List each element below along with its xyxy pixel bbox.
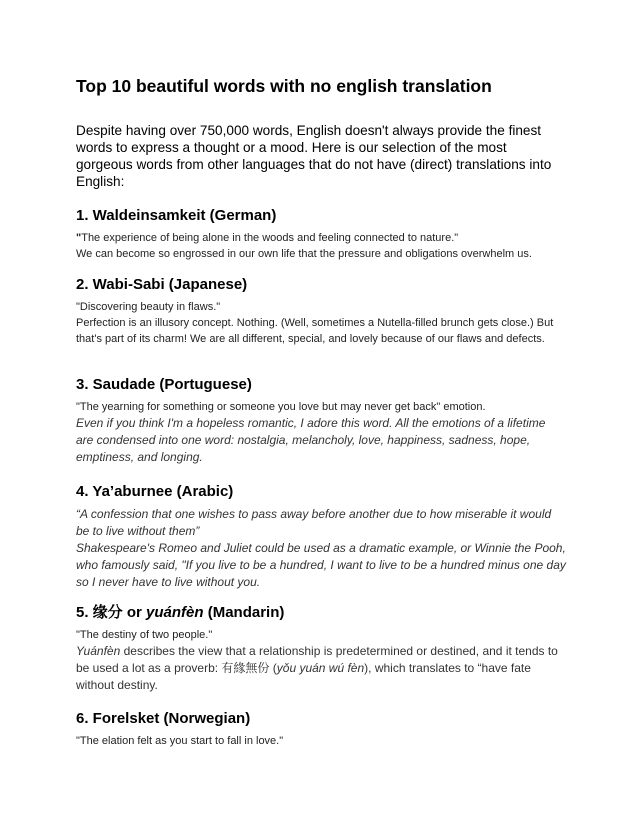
page-title: Top 10 beautiful words with no english translation (76, 76, 492, 96)
section-heading: 3. Saudade (Portuguese) (76, 376, 252, 393)
heading-suffix: (Mandarin) (203, 604, 285, 621)
quote-text: The experience of being alone in the woods and feeling connected to nature." (81, 232, 459, 244)
section-heading: 6. Forelsket (Norwegian) (76, 710, 251, 727)
section-heading: 2. Wabi-Sabi (Japanese) (76, 276, 248, 293)
section-quote: "The destiny of two people." (76, 629, 213, 641)
quote-mark: " (76, 232, 82, 244)
body-part-2: ), which translates to “have fate without destiny. (76, 661, 531, 692)
section-wabi-sabi (76, 275, 566, 347)
section-heading: 4. Ya’aburnee (Arabic) (76, 483, 234, 500)
section-yaaburnee (76, 482, 566, 591)
section-quote: "The elation felt as you start to fall in love." (76, 735, 284, 747)
section-body (76, 643, 566, 694)
section-forelsket (76, 709, 566, 749)
intro-paragraph: Despite having over 750,000 words, English doesn't always provide the finest words to express a thought or a mood. Here is our selection of the most gorgeous words from other languages that do not have (direct) translations into English: (76, 123, 552, 189)
section-body: Perfection is an illusory concept. Nothing. (Well, sometimes a Nutella-filled brunch gets close.) But that's part of its charm! We are all different, special, and lovely because of our flaws and defects. (76, 317, 554, 345)
section-waldeinsamkeit (76, 206, 566, 262)
section-heading (76, 603, 566, 623)
section-heading: 1. Waldeinsamkeit (German) (76, 207, 277, 224)
section-quote: "The yearning for something or someone you love but may never get back" emotion. (76, 401, 486, 413)
section-quote (76, 230, 566, 246)
section-quote: "Discovering beauty in flaws." (76, 301, 221, 313)
heading-prefix: 5. 缘分 or (76, 604, 147, 621)
section-body: Even if you think I'm a hopeless romantic, I adore this word. All the emotions of a lifetime are condensed into one word: nostalgia, melancholy, love, happiness, sadness, hope, emptiness, and longing. (76, 416, 546, 464)
body-part-1: describes the view that a relationship is predetermined or destined, and it tends to be used a lot as a proverb: 有緣無份 ( (76, 644, 558, 675)
heading-italic: yuánfèn (146, 604, 204, 621)
section-body: Shakespeare's Romeo and Juliet could be used as a dramatic example, or Winnie the Pooh, who famously said, "If you live to be a hundred, I want to live to be a hundred minus one day so I never have to live without you. (76, 541, 566, 589)
section-quote: “A confession that one wishes to pass away before another due to how miserable it would be to live without them” (76, 507, 552, 538)
section-saudade (76, 375, 566, 466)
section-body: We can become so engrossed in our own life that the pressure and obligations overwhelm us. (76, 248, 532, 260)
body-italic-mid: yǒu yuán wú fèn (276, 661, 365, 675)
body-italic-start: Yuánfèn (76, 644, 121, 658)
section-yuanfen (76, 603, 566, 694)
